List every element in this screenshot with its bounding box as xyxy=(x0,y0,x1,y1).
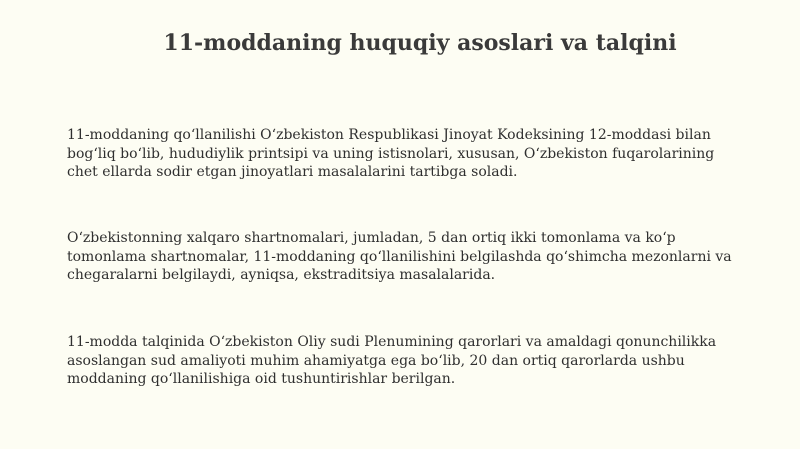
paragraph-international-treaties: O‘zbekistonning xalqaro shartnomalari, jumladan, 5 dan ortiq ikki tomonlama va ko‘p tomonlama shartnomalar, 11-moddaning qo‘llanilishini belgilashda qo‘shimcha mezonlarni va chegaralarni belgilaydi, ayniqsa, ekstraditsiya masalalarida. xyxy=(67,230,732,283)
slide-title: 11-moddaning huquqiy asoslari va talqini xyxy=(163,30,677,56)
paragraph-supreme-court-practice: 11-modda talqinida O‘zbekiston Oliy sudi Plenumining qarorlari va amaldagi qonunchilikka asoslangan sud amaliyoti muhim ahamiyatga ega bo‘lib, 20 dan ortiq qarorlarda ushbu moddaning qo‘llanilishiga oid tushuntirishlar berilgan. xyxy=(67,334,717,387)
paragraph-territorial-principle: 11-moddaning qo‘llanilishi O‘zbekiston Respublikasi Jinoyat Kodeksining 12-moddasi bilan bog‘liq bo‘lib, hududiylik printsipi va uning istisnolari, xususan, O‘zbekiston fuqarolarining chet ellarda sodir etgan jinoyatlari masalalarini tartibga soladi. xyxy=(67,127,715,180)
